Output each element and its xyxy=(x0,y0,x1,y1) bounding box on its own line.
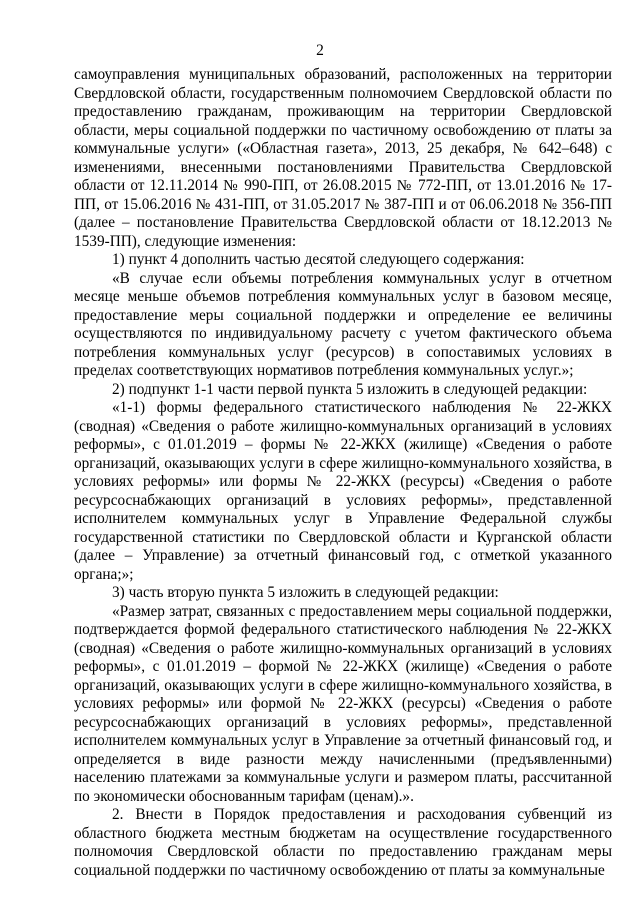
paragraph-item-2: 2) подпункт 1-1 части первой пункта 5 изложить в следующей редакции: xyxy=(112,380,588,398)
page-number: 2 xyxy=(316,42,324,59)
paragraph-section-2: 2. Внести в Порядок предоставления и расходования субвенций из областного бюджета местным бюджетам на осуществление государственного полномочия Свердловской области по предоставлению гражданам меры социальной поддержки по частичному освобождению от платы за коммунальные xyxy=(74,806,612,879)
paragraph-quote-1: «В случае если объемы потребления коммунальных услуг в отчетном месяце меньше объемов потребления коммунальных услуг в базовом месяце, предоставление меры социальной поддержки и определение ее величины осуществляются по индивидуальному расчету с учетом фактического объема потребления коммунальных услуг (ресурсов) в сопоставимых условиях в пределах соответствующих нормативов потребления коммунальных услуг.»; xyxy=(74,269,612,379)
paragraph-quote-2: «1-1) формы федерального статистического наблюдения № 22-ЖКХ (сводная) «Сведения о работе жилищно-коммунальных организаций в условиях реформы», с 01.01.2019 – формы № 22-ЖКХ (жилище) «Сведения о работе организаций, оказывающих услуги в сфере жилищно-коммунального хозяйства, в условиях реформы» или формы № 22-ЖКХ (ресурсы) «Сведения о работе ресурсоснабжающих организаций в условиях реформы», представленной исполнителем коммунальных услуг в Управление Федеральной службы государственной статистики по Свердловской области и Курганской области (далее – Управление) за отчетный финансовый год, с отметкой указанного органа;»; xyxy=(74,399,612,583)
paragraph-quote-3: «Размер затрат, связанных с предоставлением меры социальной поддержки, подтверждается формой федерального статистического наблюдения № 22-ЖКХ (сводная) «Сведения о работе жилищно-коммунальных организаций в условиях реформы», с 01.01.2019 – формой № 22-ЖКХ (жилище) «Сведения о работе организаций, оказывающих услуги в сфере жилищно-коммунального хозяйства, в условиях реформы» или формой № 22-ЖКХ (ресурсы) «Сведения о работе ресурсоснабжающих организаций в условиях реформы», представленной исполнителем коммунальных услуг в Управление за отчетный финансовый год, и определяется в виде разности между начисленными (предъявленными) населению платежами за коммунальные услуги и размером платы, рассчитанной по экономически обоснованным тарифам (ценам).». xyxy=(74,602,612,805)
document-body xyxy=(74,66,612,880)
paragraph-continuation: самоуправления муниципальных образований, расположенных на территории Свердловской области, государственным полномочием Свердловской области по предоставлению гражданам, проживающим на территории Свердловской области, меры социальной поддержки по частичному освобождению от платы за коммунальные услуги» («Областная газета», 2013, 25 декабря, № 642–648) с изменениями, внесенными постановлениями Правительства Свердловской области от 12.11.2014 № 990-ПП, от 26.08.2015 № 772-ПП, от 13.01.2016 № 17-ПП, от 15.06.2016 № 431-ПП, от 31.05.2017 № 387-ПП и от 06.06.2018 № 356-ПП (далее – постановление Правительства Свердловской области от 18.12.2013 № 1539-ПП), следующие изменения: xyxy=(74,66,612,250)
paragraph-item-1: 1) пункт 4 дополнить частью десятой следующего содержания: xyxy=(112,251,525,268)
paragraph-item-3: 3) часть вторую пункта 5 изложить в следующей редакции: xyxy=(112,584,499,601)
